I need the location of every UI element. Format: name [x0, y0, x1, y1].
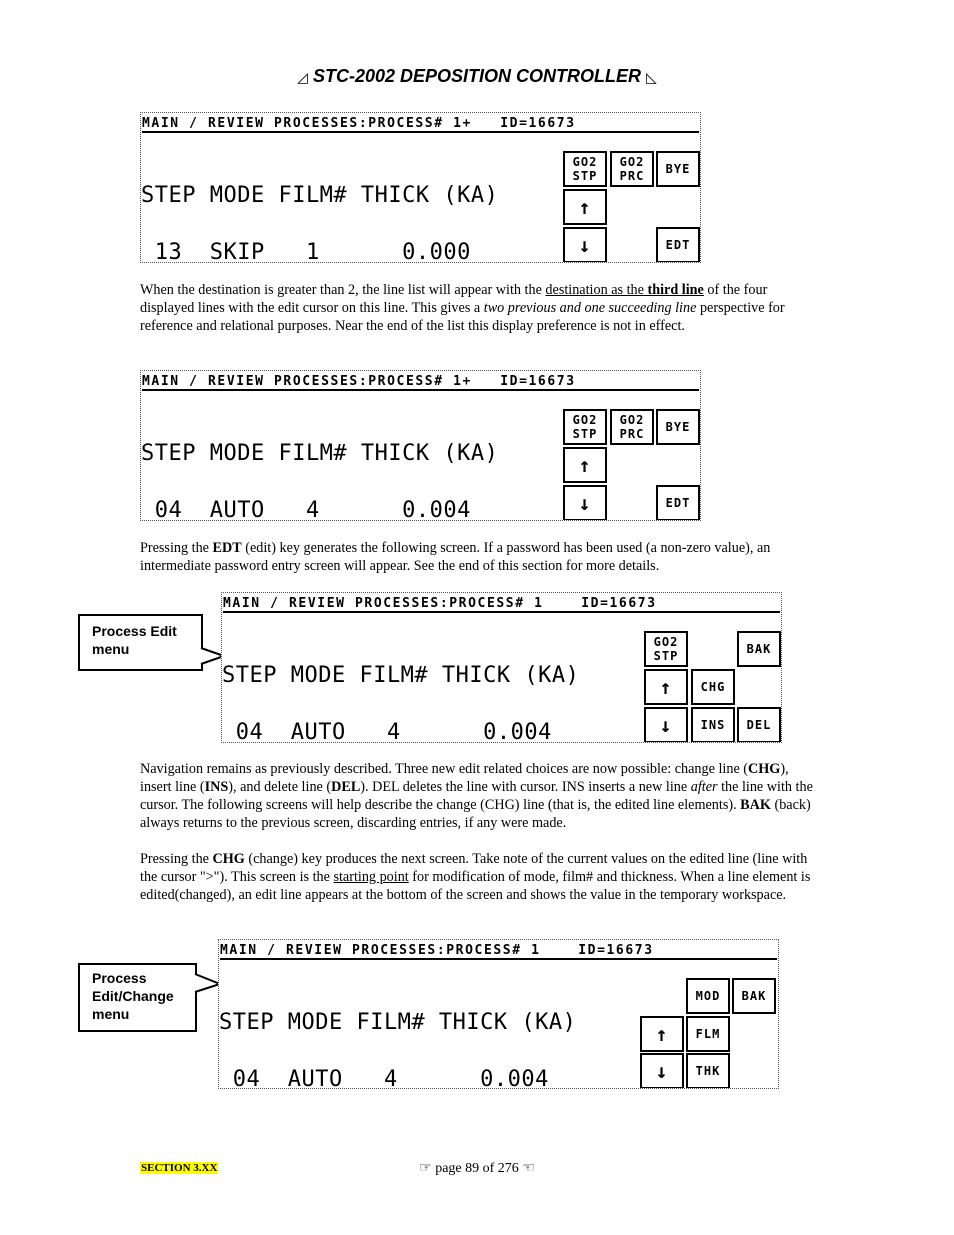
text: Navigation remains as previously described. Three new edit related choices are now possible: change line (	[140, 761, 749, 777]
text: of the four displayed lines with the edit cursor on this line. This gives a	[140, 282, 768, 316]
bold-text: DEL	[331, 779, 361, 795]
step-list-header: STEP MODE FILM# THICK (KA)	[141, 441, 499, 466]
text: (back) always returns to the previous screen, discarding entries, if any were made.	[140, 797, 811, 831]
section-label: SECTION 3.XX	[141, 1162, 218, 1174]
text: ), and delete line (	[228, 779, 332, 795]
text: (edit) key generates the following screen. If a password has been used (a non-zero value), an intermediate password entry screen will appear. See the end of this section for more details.	[140, 540, 771, 574]
up-arrow-button[interactable]	[644, 669, 688, 705]
text: for modification of mode, film# and thickness. When a line element is edited(changed), an edit line appears at the bottom of the screen and shows the value in the temporary workspace.	[140, 869, 811, 903]
callout-process-edit-menu	[78, 614, 203, 671]
page-number: ☞ page 89 of 276 ☜	[419, 1161, 535, 1176]
callout-line: Process	[92, 970, 147, 986]
underlined-text: destination as the	[545, 282, 648, 298]
italic-text: two previous and one succeeding line	[483, 300, 697, 316]
edit-button[interactable]	[656, 227, 700, 263]
step-list-header: STEP MODE FILM# THICK (KA)	[141, 183, 499, 208]
back-button[interactable]	[737, 631, 781, 667]
bye-button[interactable]	[656, 409, 700, 445]
step-row: 04 AUTO 4 0.004	[219, 1067, 549, 1089]
text: the line with the cursor. The following screens will help describe the change (CHG) line (that is, the edited line elements).	[140, 779, 813, 813]
step-list	[222, 628, 579, 743]
down-arrow-button[interactable]	[644, 707, 688, 743]
step-row: 04 AUTO 4 0.004	[141, 498, 471, 521]
key-label: CHG	[700, 680, 726, 694]
key-label: GO2	[619, 413, 645, 427]
down-arrow-button[interactable]	[640, 1053, 684, 1089]
page-header-title: STC-2002 DEPOSITION CONTROLLER	[312, 66, 642, 86]
bold-text: INS	[204, 779, 229, 795]
text: (change) key produces the next screen. Take note of the current values on the edited line (line with the cursor ">"). This screen is the	[140, 851, 808, 885]
screen-title-bar: MAIN / REVIEW PROCESSES:PROCESS# 1+ ID=16673	[142, 115, 699, 133]
bold-text: CHG	[748, 761, 781, 777]
step-row: 04 AUTO 4 0.004	[222, 720, 552, 743]
screen-title-bar: MAIN / REVIEW PROCESSES:PROCESS# 1 ID=16673	[223, 595, 780, 613]
key-label: THK	[695, 1064, 721, 1078]
text: Pressing the	[140, 851, 213, 867]
up-arrow-button[interactable]	[563, 189, 607, 225]
step-list-header: STEP MODE FILM# THICK (KA)	[219, 1010, 577, 1035]
up-arrow-icon: ↑	[578, 195, 592, 219]
up-arrow-icon: ↑	[659, 675, 673, 699]
bold-text: CHG	[212, 851, 245, 867]
screen-review-2	[140, 370, 701, 521]
up-arrow-button[interactable]	[640, 1016, 684, 1052]
down-arrow-button[interactable]	[563, 227, 607, 263]
key-label: FLM	[695, 1027, 721, 1041]
screen-title-bar: MAIN / REVIEW PROCESSES:PROCESS# 1 ID=16673	[220, 942, 777, 960]
italic-text: after	[690, 779, 718, 795]
delete-button[interactable]	[737, 707, 781, 743]
key-label: GO2	[619, 155, 645, 169]
text: Pressing the	[140, 540, 213, 556]
step-row: 13 SKIP 1 0.000	[141, 240, 471, 263]
callout-line: Process Edit	[92, 623, 177, 639]
change-button[interactable]	[691, 669, 735, 705]
screen-process-edit	[221, 592, 782, 743]
up-arrow-button[interactable]	[563, 447, 607, 483]
key-label: STP	[653, 649, 679, 663]
page-header	[0, 66, 954, 87]
down-arrow-icon: ↓	[655, 1059, 669, 1083]
insert-button[interactable]	[691, 707, 735, 743]
edit-button[interactable]	[656, 485, 700, 521]
down-arrow-icon: ↓	[659, 713, 673, 737]
paragraph-edit-key	[140, 539, 814, 575]
key-label: PRC	[619, 427, 645, 441]
right-deco-icon: ◺	[646, 69, 657, 85]
down-arrow-icon: ↓	[578, 233, 592, 257]
go2-step-button[interactable]	[644, 631, 688, 667]
step-list-header: STEP MODE FILM# THICK (KA)	[222, 663, 580, 688]
key-label: DEL	[746, 718, 772, 732]
down-arrow-button[interactable]	[563, 485, 607, 521]
mode-button[interactable]	[686, 978, 730, 1014]
left-deco-icon: ◿	[297, 69, 308, 85]
up-arrow-icon: ↑	[578, 453, 592, 477]
down-arrow-icon: ↓	[578, 491, 592, 515]
key-label: GO2	[572, 155, 598, 169]
key-label: BAK	[741, 989, 767, 1003]
screen-title-bar: MAIN / REVIEW PROCESSES:PROCESS# 1+ ID=16673	[142, 373, 699, 391]
text: perspective for reference and relational purposes. Near the end of the list this display preference is not in effect.	[140, 300, 785, 334]
up-arrow-icon: ↑	[655, 1022, 669, 1046]
key-label: GO2	[572, 413, 598, 427]
key-label: BYE	[665, 420, 691, 434]
step-list	[141, 148, 498, 263]
go2-step-button[interactable]	[563, 151, 607, 187]
go2-process-button[interactable]	[610, 151, 654, 187]
callout-line: Edit/Change	[92, 988, 174, 1004]
back-button[interactable]	[732, 978, 776, 1014]
key-label: EDT	[665, 496, 691, 510]
key-label: PRC	[619, 169, 645, 183]
paragraph-navigation	[140, 760, 814, 832]
key-label: STP	[572, 427, 598, 441]
bold-text: third line	[647, 282, 704, 298]
underlined-text: starting point	[333, 869, 409, 885]
key-label: EDT	[665, 238, 691, 252]
text: ), insert line (	[140, 761, 789, 795]
key-label: BYE	[665, 162, 691, 176]
text: When the destination is greater than 2, the line list will appear with the	[140, 282, 546, 298]
key-label: INS	[700, 718, 726, 732]
callout-process-edit-change-menu	[78, 963, 197, 1032]
key-label: STP	[572, 169, 598, 183]
screen-review-1	[140, 112, 701, 263]
paragraph-change-key	[140, 850, 814, 904]
go2-process-button[interactable]	[610, 409, 654, 445]
bold-text: BAK	[740, 797, 771, 813]
film-button[interactable]	[686, 1016, 730, 1052]
callout-line: menu	[92, 641, 130, 657]
screen-process-edit-change	[218, 939, 779, 1089]
key-label: GO2	[653, 635, 679, 649]
text: ). DEL deletes the line with cursor. INS inserts a new line	[360, 779, 691, 795]
key-label: BAK	[746, 642, 772, 656]
thickness-button[interactable]	[686, 1053, 730, 1089]
step-list	[219, 975, 576, 1089]
go2-step-button[interactable]	[563, 409, 607, 445]
step-list	[141, 406, 498, 521]
key-label: MOD	[695, 989, 721, 1003]
callout-line: menu	[92, 1006, 130, 1022]
paragraph-line-list	[140, 281, 814, 335]
bold-text: EDT	[212, 540, 242, 556]
bye-button[interactable]	[656, 151, 700, 187]
